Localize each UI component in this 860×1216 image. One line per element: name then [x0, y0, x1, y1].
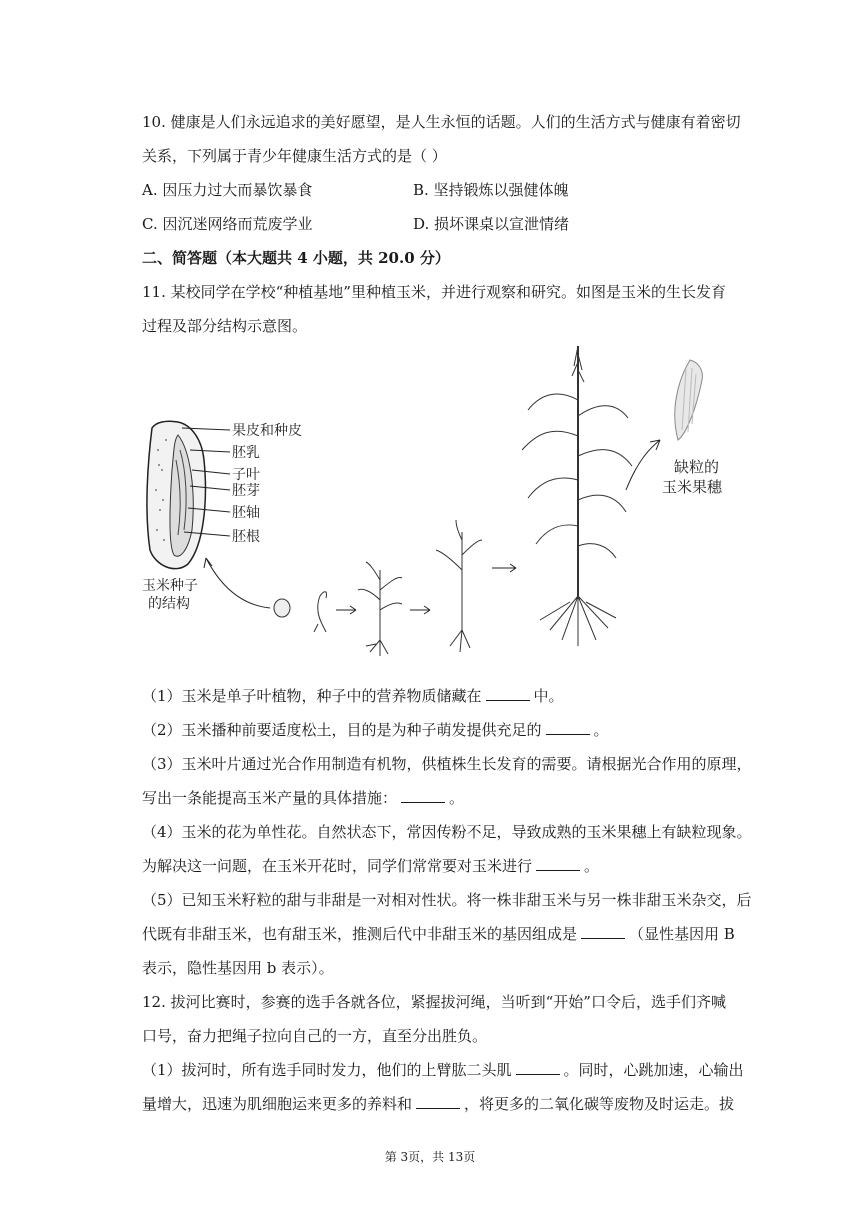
label-pericarp-seedcoat: 果皮和种皮: [232, 423, 302, 439]
q11-sub2: （2）玉米播种前要适度松土，目的是为种子萌发提供充足的 。: [142, 721, 609, 739]
answer-blank[interactable]: [536, 858, 580, 871]
germination-stages: [274, 520, 516, 656]
label-endosperm: 胚乳: [232, 445, 260, 461]
section-heading: 二、简答题（本大题共 4 小题，共 20.0 分）: [142, 249, 450, 267]
q11-sub5-line2: 代既有非甜玉米，也有甜玉米，推测后代中非甜玉米的基因组成是 （显性基因用 B: [142, 925, 735, 943]
answer-blank[interactable]: [401, 790, 445, 803]
mature-corn-plant: [522, 346, 632, 646]
corn-ear-with-missing-kernels: [662, 360, 723, 496]
q12-stem-line1: 12. 拔河比赛时，参赛的选手各就各位，紧握拔河绳，当听到“开始”口令后，选手们齐喊: [142, 993, 726, 1011]
label-cotyledon: 子叶: [232, 467, 260, 483]
q10-option-a: A. 因压力过大而暴饮暴食: [142, 181, 313, 199]
q11-sub3-line2: 写出一条能提高玉米产量的具体措施： 。: [142, 789, 465, 807]
corn-growth-figure: [130, 340, 750, 672]
label-hypocotyl: 胚轴: [232, 505, 260, 521]
q12-sub1-line1: （1）拔河时，所有选手同时发力，他们的上臂肱二头肌 。同时，心跳加速，心输出: [142, 1061, 744, 1079]
q10-stem-line2: 关系，下列属于青少年健康生活方式的是（ ）: [142, 147, 447, 165]
seed-caption-line2: 的结构: [148, 596, 190, 612]
label-plumule: 胚芽: [232, 483, 260, 499]
q10-option-c: C. 因沉迷网络而荒废学业: [142, 215, 313, 233]
q11-sub5-line3: 表示，隐性基因用 b 表示）。: [142, 959, 334, 977]
q11-sub4-line1: （4）玉米的花为单性花。自然状态下，常因传粉不足，导致成熟的玉米果穗上有缺粒现象。: [142, 823, 752, 841]
q11-sub3-line1: （3）玉米叶片通过光合作用制造有机物，供植株生长发育的需要。请根据光合作用的原理，: [142, 755, 752, 773]
q11-sub4-line2: 为解决这一问题，在玉米开花时，同学们常常要对玉米进行 。: [142, 857, 600, 875]
q10-stem-line1: 10. 健康是人们永远追求的美好愿望，是人生永恒的话题。人们的生活方式与健康有着密切: [142, 113, 741, 131]
q11-stem-line1: 11. 某校同学在学校“种植基地”里种植玉米，并进行观察和研究。如图是玉米的生长发育: [142, 283, 726, 301]
label-radicle: 胚根: [232, 529, 260, 545]
q12-sub1-line2: 量增大，迅速为肌细胞运来更多的养料和 ，将更多的二氧化碳等废物及时运走。拔: [142, 1095, 735, 1113]
answer-blank[interactable]: [516, 1062, 560, 1075]
q11-sub5-line1: （5）已知玉米籽粒的甜与非甜是一对相对性状。将一株非甜玉米与另一株非甜玉米杂交，后: [142, 891, 752, 909]
answer-blank[interactable]: [416, 1096, 460, 1109]
answer-blank[interactable]: [486, 688, 530, 701]
corn-seed-structure: [142, 421, 302, 612]
answer-blank[interactable]: [581, 926, 625, 939]
page-footer: 第 3页，共 13页: [384, 1150, 476, 1164]
q10-option-d: D. 损坏课桌以宣泄情绪: [413, 215, 570, 233]
seed-caption-line1: 玉米种子: [142, 578, 198, 594]
answer-blank[interactable]: [546, 722, 590, 735]
q11-sub1: （1）玉米是单子叶植物，种子中的营养物质储藏在 中。: [142, 687, 564, 705]
q10-option-b: B. 坚持锻炼以强健体魄: [413, 181, 569, 199]
q11-stem-line2: 过程及部分结构示意图。: [142, 317, 308, 335]
ear-caption-line2: 玉米果穗: [662, 478, 723, 496]
ear-caption-line1: 缺粒的: [674, 458, 720, 476]
q12-stem-line2: 口号，奋力把绳子拉向自己的一方，直至分出胜负。: [142, 1027, 488, 1045]
